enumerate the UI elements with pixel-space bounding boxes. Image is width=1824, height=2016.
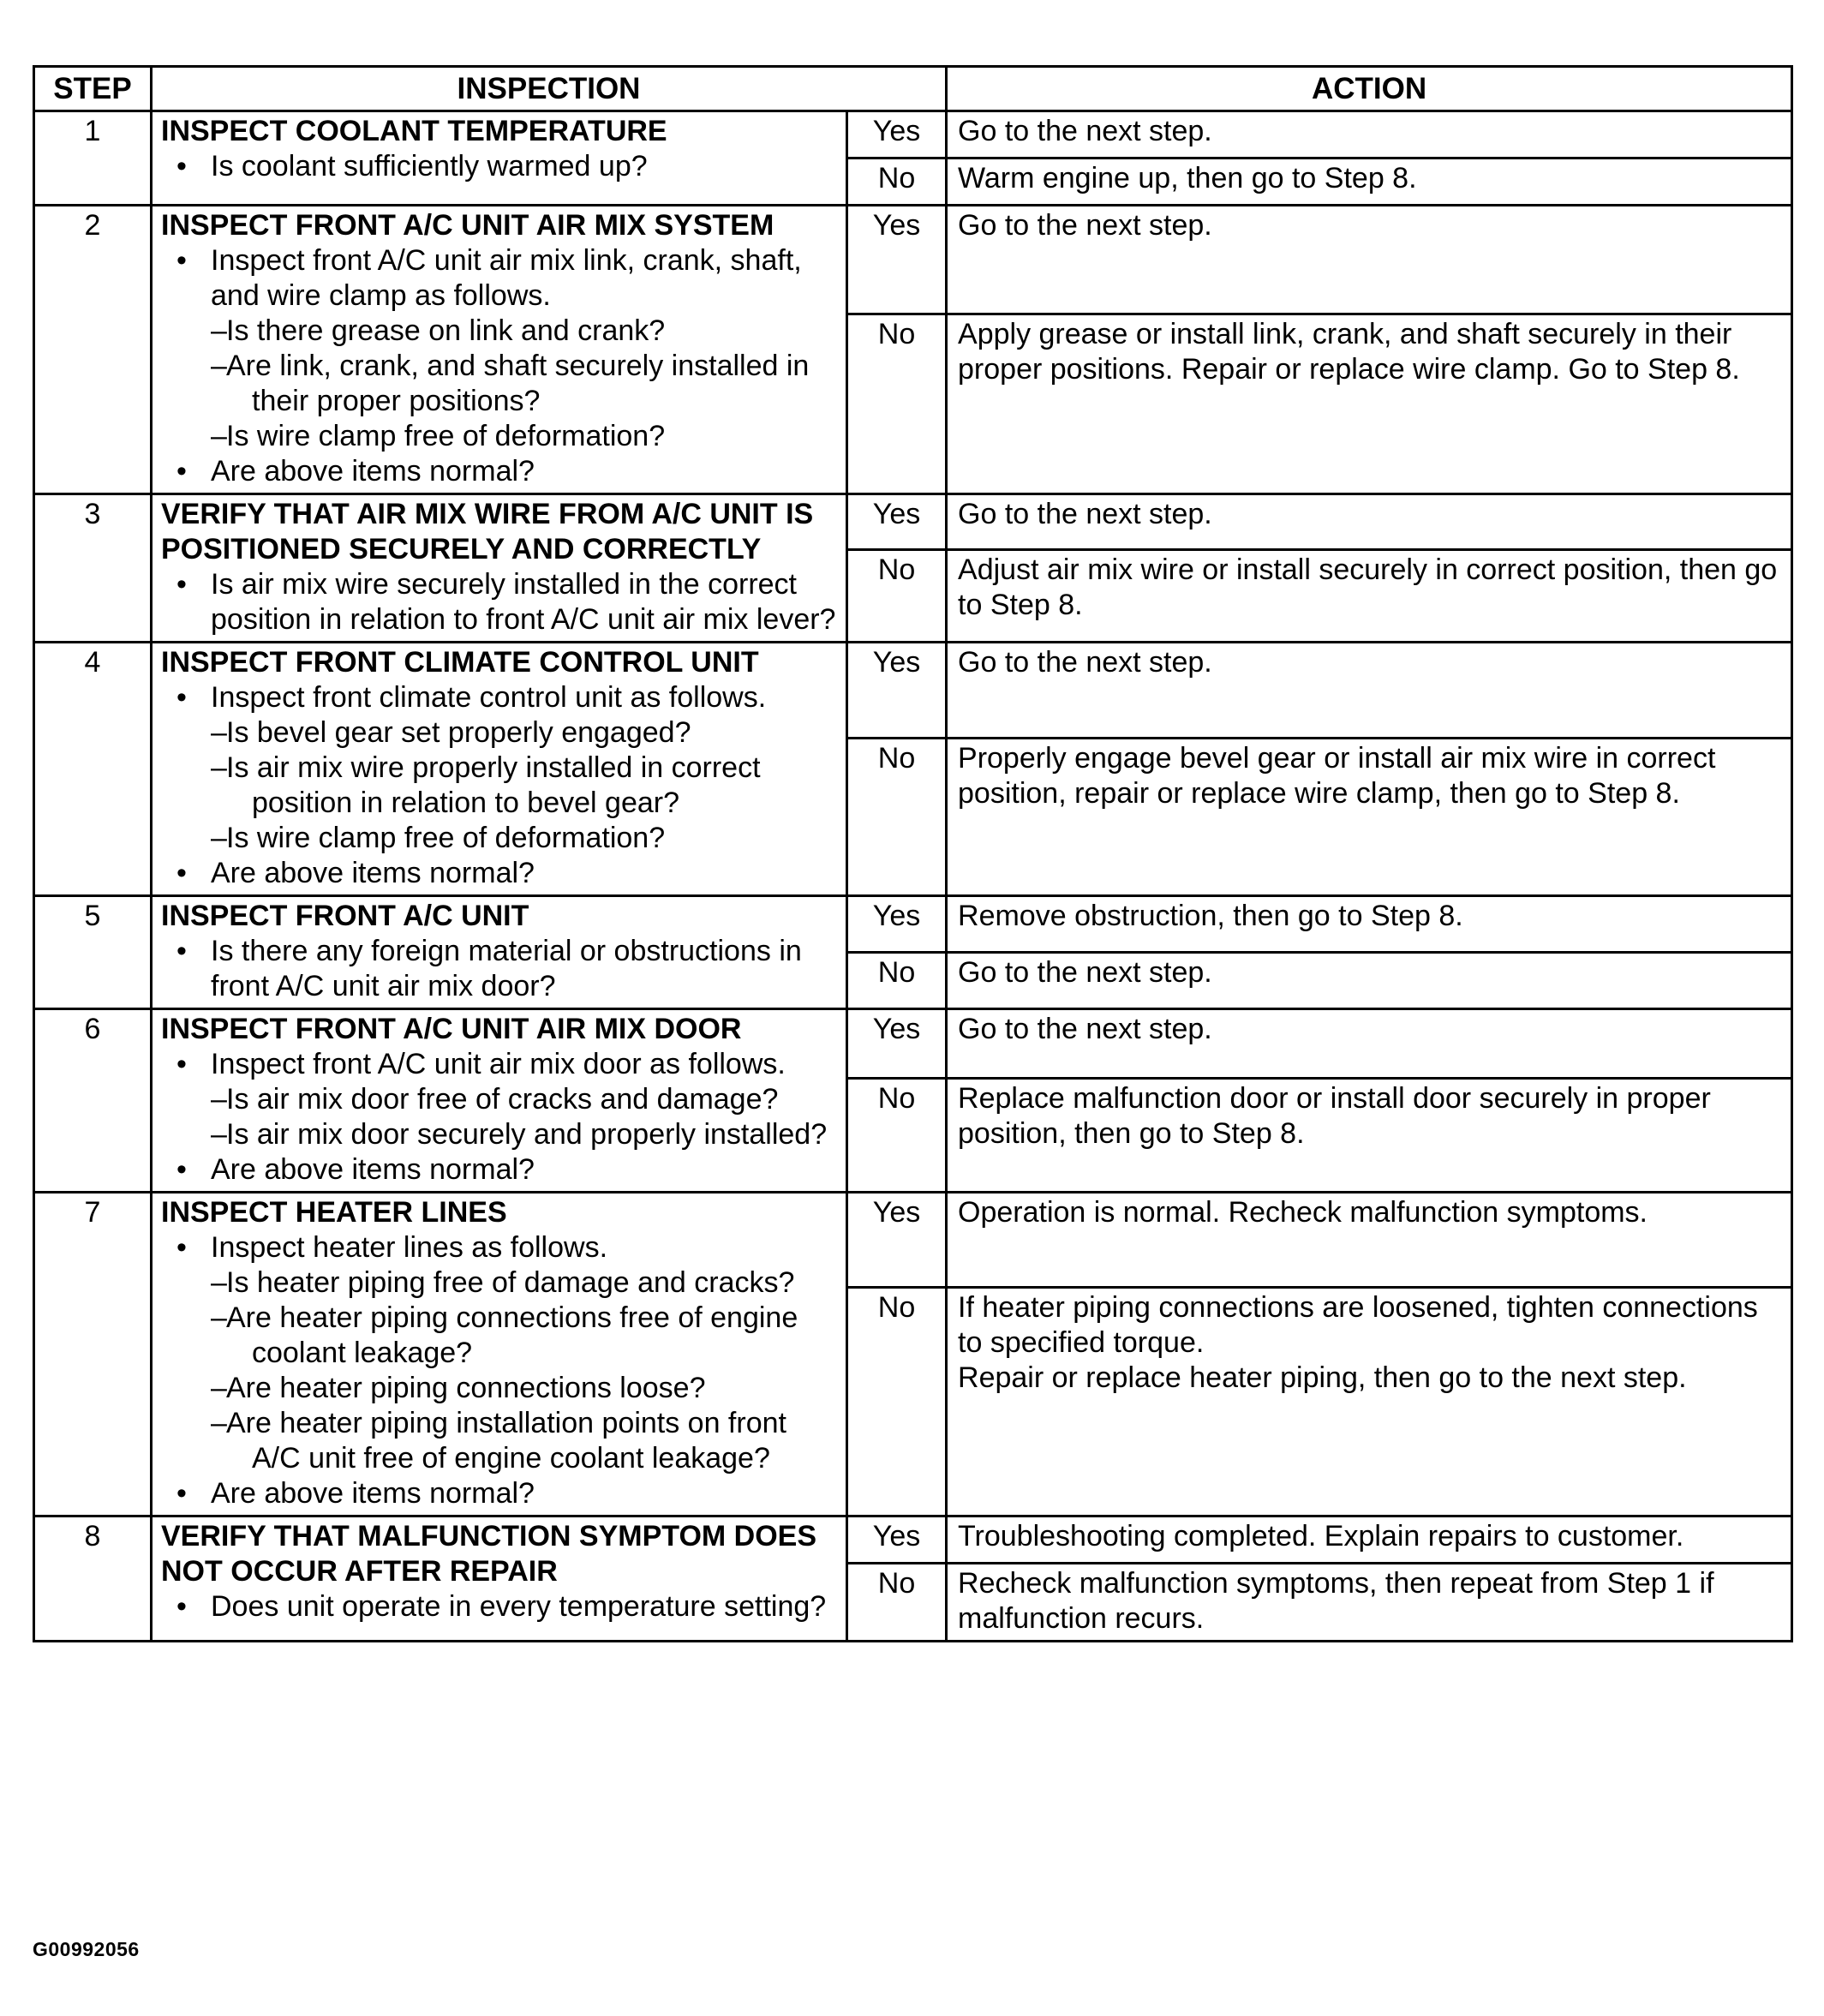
step-row — [34, 494, 1792, 550]
inspection-sub-text: Are heater piping installation points on front A/C unit free of engine coolant leakage? — [226, 1407, 786, 1475]
inspection-cell — [152, 896, 847, 1009]
dash-marker: – — [211, 314, 227, 347]
step-row — [34, 896, 1792, 953]
inspection-sub-text: Is there grease on link and crank? — [226, 314, 666, 347]
inspection-question-text: Are above items normal? — [211, 1477, 535, 1510]
inspection-title: INSPECT FRONT A/C UNIT AIR MIX DOOR — [161, 1013, 742, 1045]
inspection-text: Is air mix wire securely installed in the correct position in relation to front A/C unit air mix lever? — [211, 568, 836, 636]
step-number: 7 — [34, 1193, 152, 1516]
yes-label: Yes — [847, 1009, 947, 1079]
inspection-question — [161, 1152, 837, 1187]
step-number: 2 — [34, 206, 152, 494]
inspection-sub-item — [211, 1301, 837, 1371]
step-number: 5 — [34, 896, 152, 1009]
step-row — [34, 1193, 1792, 1288]
yes-action — [947, 494, 1792, 550]
inspection-sub-item — [211, 821, 837, 856]
inspection-text: Is there any foreign material or obstructions in front A/C unit air mix door? — [211, 935, 802, 1002]
inspection-sub-text: Is air mix wire properly installed in correct position in relation to bevel gear? — [226, 751, 761, 819]
yes-action-text: Go to the next step. — [958, 115, 1212, 147]
no-action — [947, 550, 1792, 643]
inspection-sub-text: Are heater piping connections free of engine coolant leakage? — [226, 1301, 798, 1369]
step-number: 3 — [34, 494, 152, 643]
no-label: No — [847, 1564, 947, 1642]
yes-action — [947, 643, 1792, 739]
yes-label: Yes — [847, 494, 947, 550]
inspection-title: INSPECT COOLANT TEMPERATURE — [161, 115, 667, 147]
inspection-bullet — [161, 680, 837, 856]
inspection-bullet — [161, 243, 837, 454]
yes-action-text: Operation is normal. Recheck malfunction symptoms. — [958, 1196, 1648, 1229]
inspection-sub-list — [211, 314, 837, 454]
inspection-bullet — [161, 1047, 837, 1152]
inspection-title: INSPECT HEATER LINES — [161, 1196, 507, 1229]
inspection-sub-text: Are link, crank, and shaft securely installed in their proper positions? — [226, 350, 810, 417]
step-row — [34, 111, 1792, 159]
inspection-sub-text: Is bevel gear set properly engaged? — [226, 716, 691, 749]
step-number: 4 — [34, 643, 152, 896]
inspection-sub-item — [211, 715, 837, 751]
inspection-question — [161, 454, 837, 489]
no-action-text: Repair or replace heater piping, then go to the next step. — [958, 1361, 1687, 1395]
inspection-sub-text: Is wire clamp free of deformation? — [226, 822, 666, 854]
inspection-cell — [152, 494, 847, 643]
yes-action-text: Go to the next step. — [958, 209, 1212, 242]
yes-action — [947, 896, 1792, 953]
dash-marker: – — [211, 716, 227, 749]
inspection-title: INSPECT FRONT A/C UNIT AIR MIX SYSTEM — [161, 209, 774, 242]
no-label: No — [847, 159, 947, 206]
inspection-sub-text: Is wire clamp free of deformation? — [226, 420, 666, 452]
no-label: No — [847, 953, 947, 1009]
no-action — [947, 159, 1792, 206]
inspection-title: VERIFY THAT AIR MIX WIRE FROM A/C UNIT IS POSITIONED SECURELY AND CORRECTLY — [161, 498, 814, 565]
yes-action-text: Remove obstruction, then go to Step 8. — [958, 900, 1463, 932]
no-action-text: Properly engage bevel gear or install air mix wire in correct position, repair or replace wire clamp, then go to Step 8. — [958, 741, 1716, 810]
no-action-text: Apply grease or install link, crank, and shaft securely in their proper positions. Repair or replace wire clamp. Go to Step 8. — [958, 317, 1740, 386]
inspection-text: Is coolant sufficiently warmed up? — [211, 150, 648, 182]
no-action — [947, 1078, 1792, 1192]
inspection-header: INSPECTION — [152, 67, 947, 111]
inspection-sub-item — [211, 314, 837, 349]
inspection-sub-item — [211, 751, 837, 821]
table-body — [34, 111, 1792, 1642]
inspection-sub-item — [211, 349, 837, 419]
yes-action — [947, 111, 1792, 159]
inspection-bullet — [161, 567, 837, 637]
inspection-cell — [152, 1009, 847, 1193]
step-number: 8 — [34, 1516, 152, 1642]
dash-marker: – — [211, 1083, 227, 1116]
yes-action-text: Go to the next step. — [958, 646, 1212, 679]
troubleshooting-table-container — [33, 65, 1791, 1642]
inspection-question — [161, 856, 837, 891]
inspection-list — [161, 567, 837, 637]
inspection-sub-item — [211, 419, 837, 454]
no-action-text: Warm engine up, then go to Step 8. — [958, 162, 1417, 194]
step-row — [34, 643, 1792, 739]
no-label: No — [847, 1078, 947, 1192]
inspection-sub-list — [211, 1265, 837, 1476]
inspection-list — [161, 680, 837, 891]
no-action — [947, 738, 1792, 896]
inspection-sub-item — [211, 1265, 837, 1301]
no-action-text: Go to the next step. — [958, 956, 1212, 989]
yes-label: Yes — [847, 111, 947, 159]
no-action — [947, 953, 1792, 1009]
inspection-text: Inspect front A/C unit air mix door as follows. — [211, 1048, 786, 1080]
inspection-bullet — [161, 1230, 837, 1476]
yes-label: Yes — [847, 643, 947, 739]
yes-label: Yes — [847, 896, 947, 953]
yes-label: Yes — [847, 206, 947, 314]
inspection-sub-text: Is air mix door free of cracks and damage? — [226, 1083, 779, 1116]
inspection-list — [161, 1589, 837, 1624]
inspection-list — [161, 1047, 837, 1187]
step-number: 6 — [34, 1009, 152, 1193]
inspection-sub-list — [211, 1082, 837, 1152]
inspection-sub-list — [211, 715, 837, 856]
no-action-text: Adjust air mix wire or install securely in correct position, then go to Step 8. — [958, 553, 1778, 622]
dash-marker: – — [211, 1407, 227, 1439]
dash-marker: – — [211, 1301, 227, 1334]
inspection-list — [161, 149, 837, 184]
inspection-bullet — [161, 149, 837, 184]
table-header-row — [34, 67, 1792, 111]
yes-action — [947, 206, 1792, 314]
inspection-bullet — [161, 1589, 837, 1624]
dash-marker: – — [211, 1266, 227, 1299]
yes-action — [947, 1516, 1792, 1564]
inspection-sub-text: Is air mix door securely and properly installed? — [226, 1118, 828, 1151]
inspection-cell — [152, 206, 847, 494]
yes-label: Yes — [847, 1516, 947, 1564]
yes-action-text: Go to the next step. — [958, 498, 1212, 530]
inspection-list — [161, 934, 837, 1004]
inspection-bullet — [161, 934, 837, 1004]
step-row — [34, 1516, 1792, 1564]
inspection-question-text: Are above items normal? — [211, 1153, 535, 1186]
inspection-list — [161, 1230, 837, 1511]
inspection-sub-text: Are heater piping connections loose? — [226, 1372, 706, 1404]
step-number: 1 — [34, 111, 152, 206]
no-action-text: Replace malfunction door or install door securely in proper position, then go to Step 8. — [958, 1081, 1711, 1150]
step-row — [34, 1009, 1792, 1079]
troubleshooting-table — [33, 65, 1793, 1642]
dash-marker: – — [211, 822, 227, 854]
action-header: ACTION — [947, 67, 1792, 111]
yes-action-text: Troubleshooting completed. Explain repairs to customer. — [958, 1520, 1684, 1552]
inspection-sub-item — [211, 1371, 837, 1406]
no-action-text: If heater piping connections are loosened, tighten connections to specified torque. — [958, 1291, 1758, 1360]
inspection-text: Does unit operate in every temperature setting? — [211, 1590, 827, 1623]
dash-marker: – — [211, 420, 227, 452]
inspection-title: VERIFY THAT MALFUNCTION SYMPTOM DOES NOT OCCUR AFTER REPAIR — [161, 1520, 817, 1588]
inspection-question-text: Are above items normal? — [211, 857, 535, 889]
dash-marker: – — [211, 1118, 227, 1151]
inspection-cell — [152, 1516, 847, 1642]
figure-id: G00992056 — [33, 1938, 140, 1960]
yes-action — [947, 1009, 1792, 1079]
no-label: No — [847, 314, 947, 494]
no-label: No — [847, 550, 947, 643]
inspection-question — [161, 1476, 837, 1511]
no-label: No — [847, 1288, 947, 1516]
no-action — [947, 1288, 1792, 1516]
inspection-cell — [152, 643, 847, 896]
inspection-title: INSPECT FRONT A/C UNIT — [161, 900, 529, 932]
inspection-title: INSPECT FRONT CLIMATE CONTROL UNIT — [161, 646, 759, 679]
inspection-sub-item — [211, 1406, 837, 1476]
no-label: No — [847, 738, 947, 896]
inspection-sub-item — [211, 1082, 837, 1117]
yes-action-text: Go to the next step. — [958, 1013, 1212, 1045]
inspection-list — [161, 243, 837, 489]
yes-action — [947, 1193, 1792, 1288]
inspection-cell — [152, 1193, 847, 1516]
dash-marker: – — [211, 751, 227, 784]
inspection-text: Inspect front climate control unit as follows. — [211, 681, 767, 714]
dash-marker: – — [211, 1372, 227, 1404]
inspection-sub-item — [211, 1117, 837, 1152]
step-header: STEP — [34, 67, 152, 111]
inspection-sub-text: Is heater piping free of damage and cracks? — [226, 1266, 795, 1299]
no-action — [947, 1564, 1792, 1642]
inspection-text: Inspect heater lines as follows. — [211, 1231, 608, 1264]
step-row — [34, 206, 1792, 314]
dash-marker: – — [211, 350, 227, 382]
no-action — [947, 314, 1792, 494]
inspection-text: Inspect front A/C unit air mix link, crank, shaft, and wire clamp as follows. — [211, 244, 802, 312]
no-action-text: Recheck malfunction symptoms, then repeat from Step 1 if malfunction recurs. — [958, 1567, 1714, 1635]
yes-label: Yes — [847, 1193, 947, 1288]
inspection-cell — [152, 111, 847, 206]
inspection-question-text: Are above items normal? — [211, 455, 535, 488]
